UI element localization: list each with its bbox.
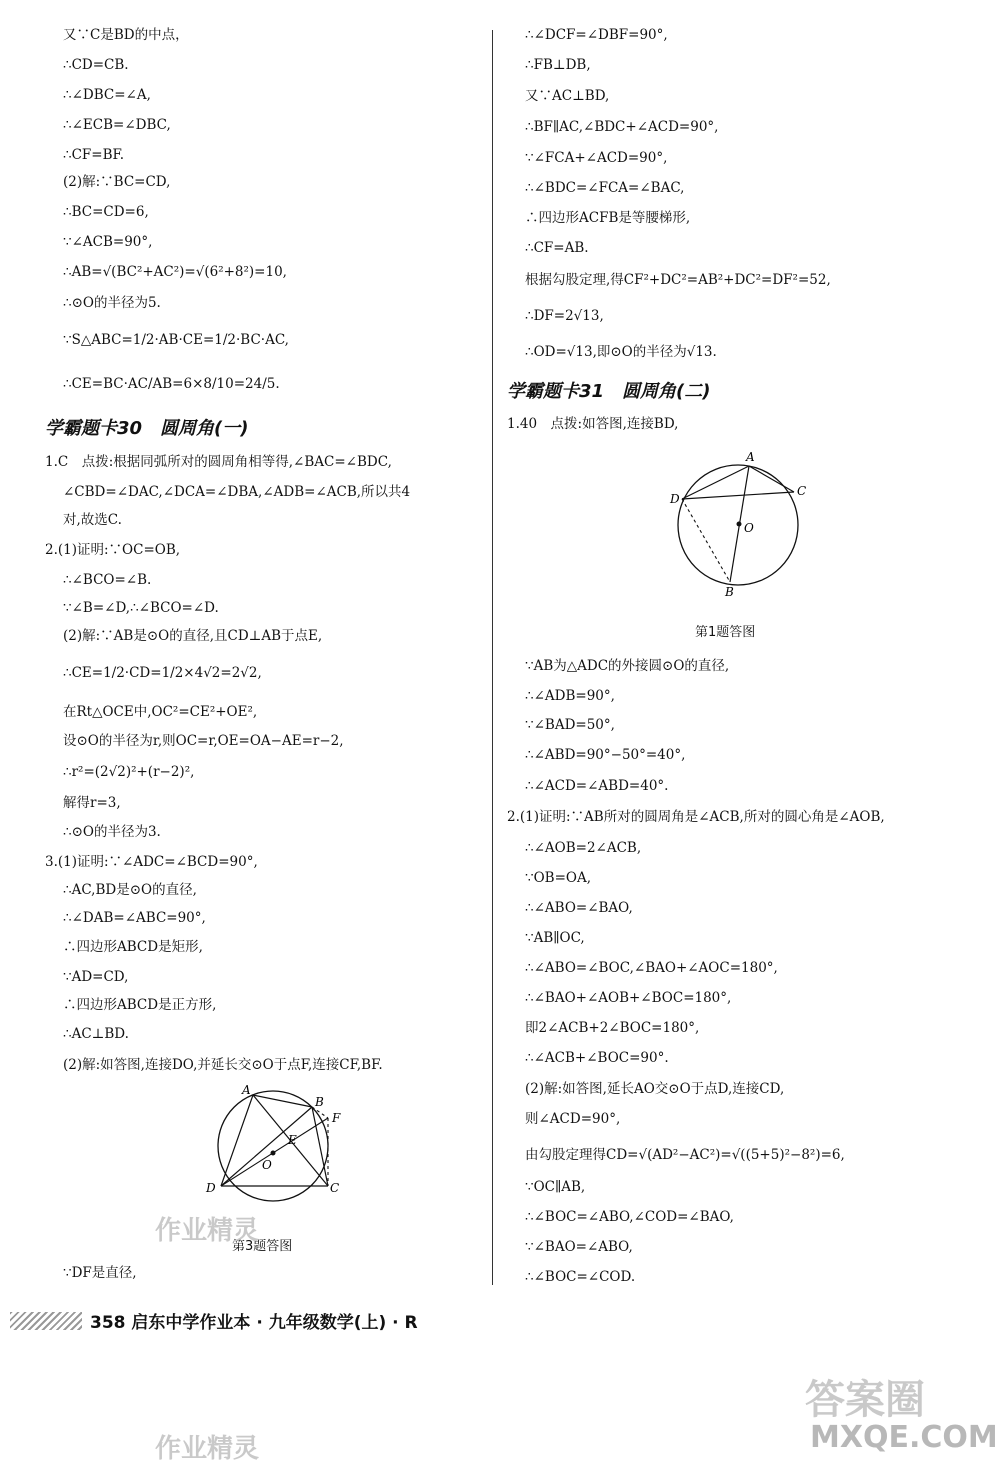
fig1-line-dc: [682, 492, 794, 499]
figure-1-circle-diagram: [660, 440, 820, 615]
figure-3-circle-diagram: [198, 1082, 348, 1204]
right-text-line: 1.40 点拨:如答图,连接BD,: [507, 416, 679, 432]
left-text-line: ∵S△ABC=1/2·AB·CE=1/2·BC·AC,: [63, 332, 289, 348]
left-text-line: ∴四边形ABCD是正方形,: [63, 997, 217, 1013]
right-text-line: (2)解:如答图,延长AO交⊙O于点D,连接CD,: [525, 1081, 785, 1097]
right-text-line: ∴∠AOB=2∠ACB,: [525, 840, 642, 856]
left-text-line: ∴CE=BC·AC/AB=6×8/10=24/5.: [63, 376, 280, 392]
right-text-line: 由勾股定理得CD=√(AD²−AC²)=√((5+5)²−8²)=6,: [525, 1147, 845, 1163]
left-text-line: ∵∠B=∠D,∴∠BCO=∠D.: [63, 600, 219, 616]
fig1-label-a: A: [746, 450, 755, 464]
section-heading-31: 学霸题卡31 圆周角(二): [507, 381, 711, 402]
right-text-line: 2.(1)证明:∵AB所对的圆周角是∠ACB,所对的圆心角是∠AOB,: [507, 809, 885, 825]
left-text-line: 解得r=3,: [63, 795, 121, 811]
right-text-line: ∵OB=OA,: [525, 870, 591, 886]
fig1-dashed-bd: [682, 499, 730, 582]
left-text-line: ∴∠BCO=∠B.: [63, 572, 152, 588]
fig1-center-dot: [737, 522, 742, 527]
left-text-line: ∴r²=(2√2)²+(r−2)²,: [63, 764, 195, 780]
right-text-line: ∵AB∥OC,: [525, 930, 585, 946]
right-text-line: ∴∠ABO=∠BAO,: [525, 900, 633, 916]
left-text-line: ∠CBD=∠DAC,∠DCA=∠DBA,∠ADB=∠ACB,所以共4: [63, 484, 411, 500]
fig3-label-o: O: [262, 1158, 272, 1172]
left-text-line: 2.(1)证明:∵OC=OB,: [45, 542, 181, 558]
fig1-line-ac: [749, 466, 794, 492]
left-text-line: ∴⊙O的半径为5.: [63, 295, 161, 311]
fig3-label-f: F: [332, 1111, 341, 1125]
right-text-line: ∵∠BAD=50°,: [525, 717, 615, 733]
left-text-line: ∵DF是直径,: [63, 1265, 137, 1281]
left-text-line: ∴∠ECB=∠DBC,: [63, 117, 171, 133]
left-text-line: 3.(1)证明:∵∠ADC=∠BCD=90°,: [45, 854, 258, 870]
left-text-line: ∴CD=CB.: [63, 57, 129, 73]
right-text-line: ∴∠BAO+∠AOB+∠BOC=180°,: [525, 990, 732, 1006]
section-heading-30: 学霸题卡30 圆周角(一): [45, 418, 249, 439]
right-text-line: ∴四边形ACFB是等腰梯形,: [525, 210, 691, 226]
right-text-line: ∴OD=√13,即⊙O的半径为√13.: [525, 344, 717, 360]
right-text-line: 根据勾股定理,得CF²+DC²=AB²+DC²=DF²=52,: [525, 272, 831, 288]
right-text-line: ∴DF=2√13,: [525, 308, 604, 324]
fig3-label-a: A: [242, 1083, 251, 1097]
right-text-line: ∴∠ADB=90°,: [525, 688, 615, 704]
left-text-line: ∴AC,BD是⊙O的直径,: [63, 882, 197, 898]
fig3-label-e: E: [288, 1133, 297, 1147]
right-text-line: ∵∠BAO=∠ABO,: [525, 1239, 633, 1255]
left-text-line: 又∵C是BD的中点，: [63, 27, 189, 43]
right-text-line: ∴CF=AB.: [525, 240, 589, 256]
left-text-line: ∴AB=√(BC²+AC²)=√(6²+8²)=10,: [63, 264, 287, 280]
right-text-line: ∴∠ABD=90°−50°=40°,: [525, 747, 686, 763]
right-text-line: ∴∠ACB+∠BOC=90°.: [525, 1050, 669, 1066]
right-text-line: ∴∠BDC=∠FCA=∠BAC,: [525, 180, 685, 196]
left-text-line: ∴CF=BF.: [63, 147, 125, 163]
fig3-label-d: D: [206, 1181, 216, 1195]
left-text-line: (2)解:∵BC=CD,: [63, 174, 171, 190]
left-text-line: 在Rt△OCE中,OC²=CE²+OE²,: [63, 704, 258, 720]
right-text-line: ∴∠DCF=∠DBF=90°,: [525, 27, 668, 43]
watermark-brand-lower: 作业精灵: [155, 1434, 260, 1464]
right-text-line: 又∵AC⊥BD,: [525, 88, 610, 104]
fig1-label-b: B: [725, 585, 734, 599]
right-text-line: ∵AB为△ADC的外接圆⊙O的直径,: [525, 658, 730, 674]
right-text-line: ∵OC∥AB,: [525, 1179, 586, 1195]
footer-stripe-decoration: [10, 1312, 82, 1330]
left-text-line: 1.C 点拨:根据同弧所对的圆周角相等得,∠BAC=∠BDC,: [45, 454, 392, 470]
fig3-label-c: C: [330, 1181, 340, 1195]
right-text-line: ∵∠FCA+∠ACD=90°,: [525, 150, 668, 166]
left-text-line: ∴⊙O的半径为3.: [63, 824, 161, 840]
right-text-line: ∴∠ABO=∠BOC,∠BAO+∠AOC=180°,: [525, 960, 778, 976]
left-text-line: ∴∠DAB=∠ABC=90°,: [63, 910, 206, 926]
fig3-label-b: B: [315, 1095, 324, 1109]
fig1-label-d: D: [670, 492, 680, 506]
right-text-line: 即2∠ACB+2∠BOC=180°,: [525, 1020, 700, 1036]
figure-3-caption: 第3题答图: [232, 1239, 293, 1254]
left-text-line: ∴四边形ABCD是矩形,: [63, 939, 203, 955]
page-footer: [10, 1308, 510, 1334]
right-text-line: ∴∠BOC=∠COD.: [525, 1269, 636, 1285]
column-divider: [492, 30, 493, 1285]
fig1-label-o: O: [744, 521, 754, 535]
left-text-line: ∵AD=CD,: [63, 969, 129, 985]
right-text-line: ∴FB⊥DB,: [525, 57, 591, 73]
fig1-line-ad: [682, 466, 749, 499]
watermark-site-cn: 答案圈: [805, 1377, 925, 1423]
right-text-line: ∴BF∥AC,∠BDC+∠ACD=90°,: [525, 119, 719, 135]
right-text-line: 则∠ACD=90°,: [525, 1111, 621, 1127]
fig1-label-c: C: [797, 484, 807, 498]
right-text-line: ∴∠ACD=∠ABD=40°.: [525, 778, 669, 794]
left-text-line: 设⊙O的半径为r,则OC=r,OE=OA−AE=r−2,: [63, 733, 344, 749]
left-text-line: ∴∠DBC=∠A,: [63, 87, 151, 103]
left-text-line: (2)解:如答图,连接DO,并延长交⊙O于点F,连接CF,BF.: [63, 1057, 383, 1073]
figure-1-caption: 第1题答图: [695, 625, 756, 640]
left-text-line: ∴BC=CD=6,: [63, 204, 149, 220]
left-text-line: (2)解:∵AB是⊙O的直径,且CD⊥AB于点E,: [63, 628, 323, 644]
left-text-line: ∴CE=1/2·CD=1/2×4√2=2√2,: [63, 665, 262, 681]
left-text-line: ∴AC⊥BD.: [63, 1026, 129, 1042]
footer-text: 358 启东中学作业本 · 九年级数学(上) · R: [90, 1313, 418, 1333]
watermark-brand-upper: 作业精灵: [155, 1216, 260, 1246]
watermark-site-url: MXQE.COM: [810, 1420, 998, 1455]
right-text-line: ∴∠BOC=∠ABO,∠COD=∠BAO,: [525, 1209, 734, 1225]
left-text-line: ∵∠ACB=90°,: [63, 234, 153, 250]
fig3-center-dot: [271, 1151, 276, 1156]
left-text-line: 对,故选C.: [63, 512, 122, 528]
